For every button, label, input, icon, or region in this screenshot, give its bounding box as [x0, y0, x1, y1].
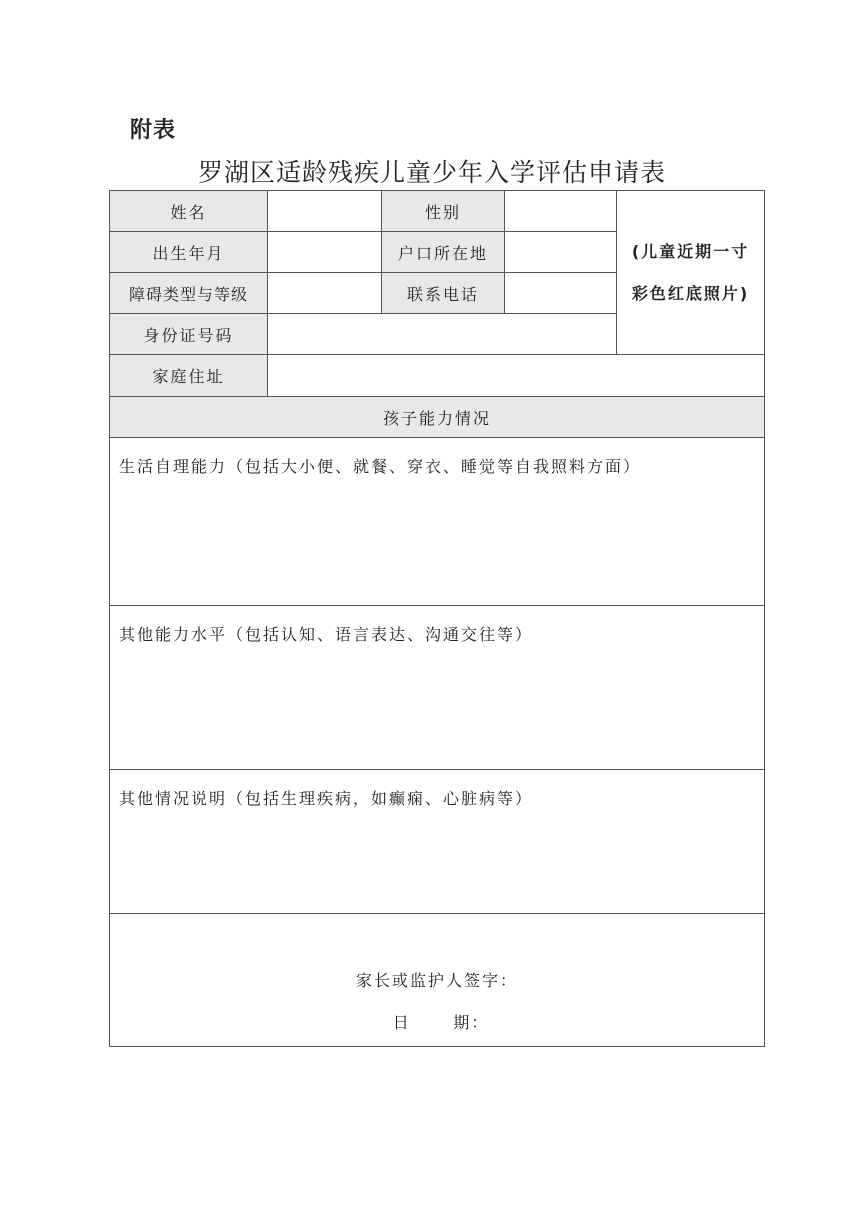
- photo-instruction-line1: (儿童近期一寸: [631, 241, 750, 261]
- guardian-signature-label: 家长或监护人签字：: [355, 971, 518, 990]
- form-title: 罗湖区适龄残疾儿童少年入学评估申请表: [197, 158, 666, 187]
- other-situation-field[interactable]: 其他情况说明（包括生理疾病，如癫痫、心脏病等）: [110, 770, 765, 914]
- name-label: 姓名: [110, 191, 268, 232]
- date-label: 日 期：: [392, 1013, 490, 1032]
- phone-label: 联系电话: [382, 273, 505, 314]
- ability-section-header: 孩子能力情况: [110, 397, 765, 438]
- hukou-field[interactable]: [505, 232, 617, 273]
- address-label: 家庭住址: [110, 355, 268, 397]
- application-form-table: [109, 190, 765, 1047]
- disability-type-label: 障碍类型与等级: [110, 273, 268, 314]
- disability-type-field[interactable]: [268, 273, 382, 314]
- name-field[interactable]: [268, 191, 382, 232]
- signature-area: [110, 914, 765, 1047]
- birth-date-field[interactable]: [268, 232, 382, 273]
- address-field[interactable]: [268, 355, 765, 397]
- attachment-label: 附表: [130, 118, 177, 143]
- birth-date-label: 出生年月: [110, 232, 268, 273]
- gender-field[interactable]: [505, 191, 617, 232]
- id-number-label: 身份证号码: [110, 314, 268, 355]
- id-number-field[interactable]: [268, 314, 617, 355]
- photo-box: [617, 191, 765, 355]
- hukou-label: 户口所在地: [382, 232, 505, 273]
- gender-label: 性别: [382, 191, 505, 232]
- photo-instruction-line2: 彩色红底照片): [631, 283, 750, 303]
- other-ability-field[interactable]: 其他能力水平（包括认知、语言表达、沟通交往等）: [110, 606, 765, 770]
- phone-field[interactable]: [505, 273, 617, 314]
- self-care-ability-field[interactable]: 生活自理能力（包括大小便、就餐、穿衣、睡觉等自我照料方面）: [110, 438, 765, 606]
